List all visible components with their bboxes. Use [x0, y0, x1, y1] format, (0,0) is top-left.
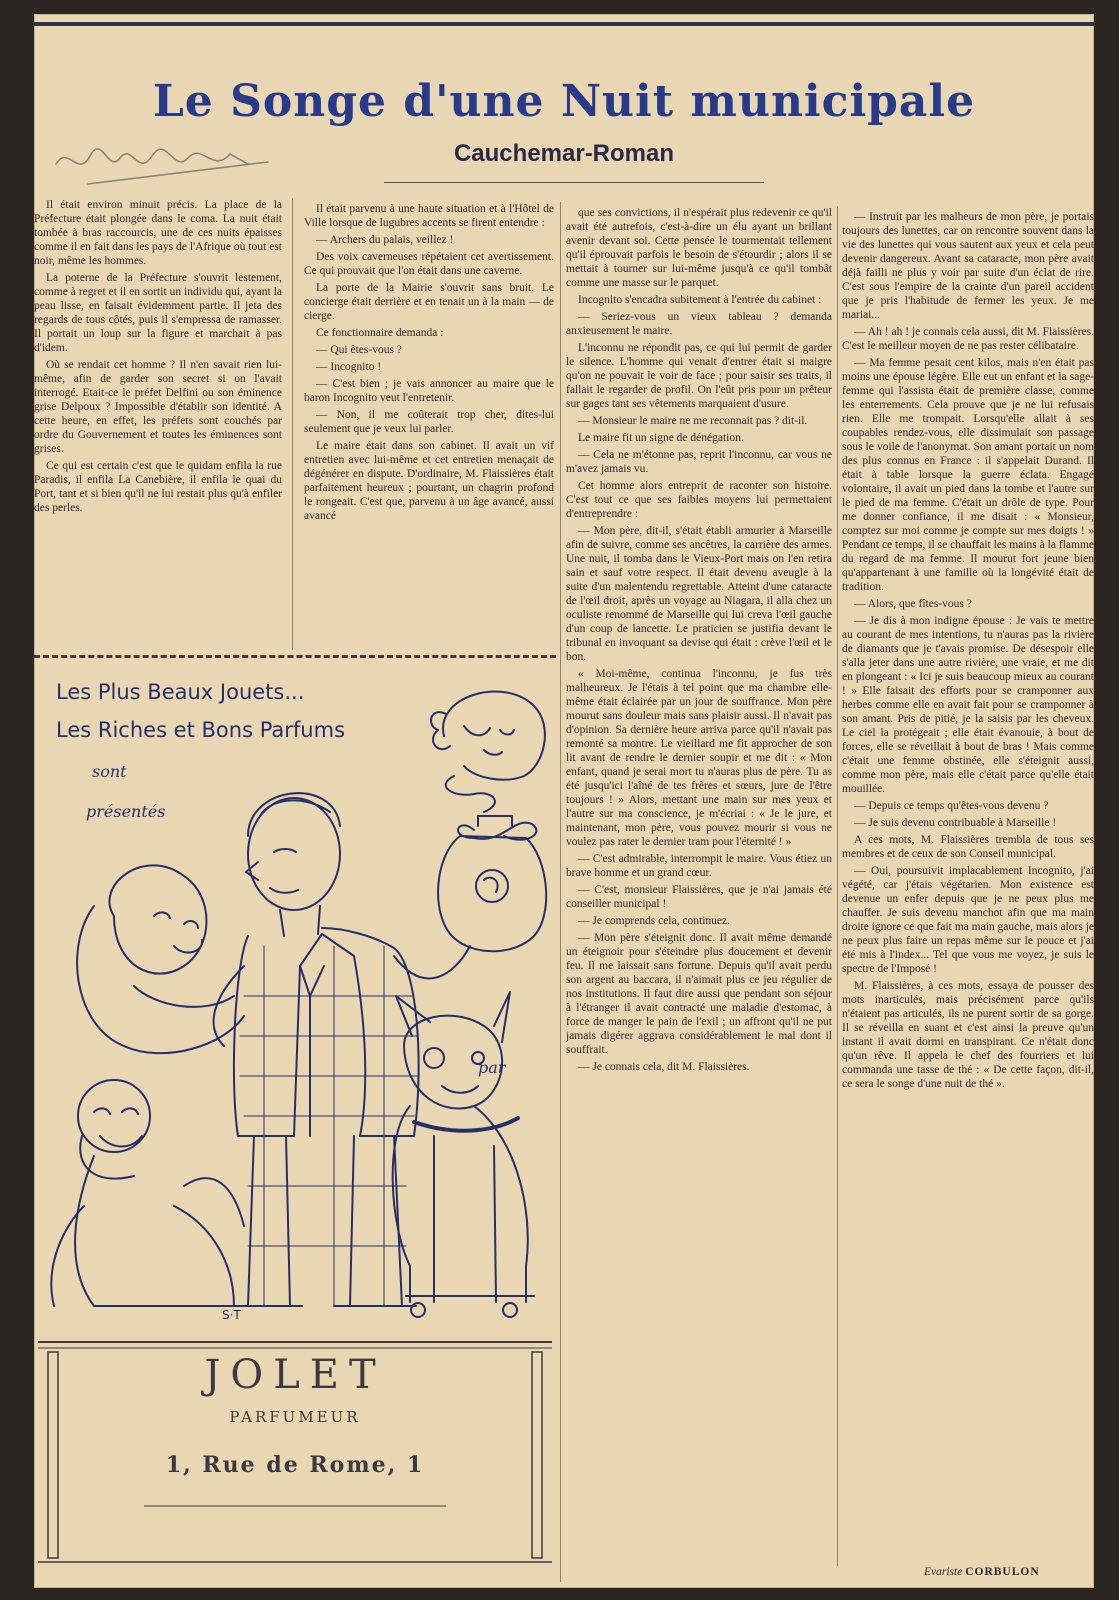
article-paragraph: L'inconnu ne répondit pas, ce qui lui permit de garder le silence. L'homme qui venait d'entrer était si maigre qu'on ne pouvait le voir de face ; pour saisir ses traits, il fallait le regarder de profil. On l'eût pris pour un prêteur sur gages tant ses vêtements marquaient d'usure.: [566, 342, 832, 410]
article-paragraph: — Mon père s'éteignit donc. Il avait même demandé un éteignoir pour s'éteindre plus doucement et devenir feu. Il me laissait sans fortune. Depuis qu'il avait perdu son argent au baccara, il n'aimait plus ce jeu régulier de nos institutions. Il faut dire aussi que pendant son séjour à l'étranger il avait contracté une maladie d'estomac, à force de manger le pain de l'exil ; un affront qu'il ne put jamais digérer aggrava considérablement le mal dont il souffrait.: [566, 932, 832, 1056]
article-title: Le Songe d'une Nuit municipale: [152, 76, 976, 127]
brand-profession: PARFUMEUR: [229, 1408, 361, 1426]
article-paragraph: que ses convictions, il n'espérait plus redevenir ce qu'il avait été autrefois, c'est-à-dire un élu ayant un brillant avenir devant soi. Cette pensée le tourmentait tellement qu'il éprouvait parfois le besoin de s'étourdir ; alors il se mettait à tourner sur lui-même jusqu'à ce qu'il tombât comme une masse sur le parquet.: [566, 207, 832, 289]
article-paragraph: — Depuis ce temps qu'êtes-vous devenu ?: [854, 800, 1049, 812]
jolet-advertisement: [34, 666, 556, 1586]
article-paragraph: La porte de la Mairie s'ouvrit sans bruit. Le concierge était derrière et en tenait un à la main — de cierge.: [304, 282, 554, 322]
artist-monogram: S·T: [222, 1308, 241, 1322]
article-paragraph: — C'est bien ; je vais annoncer au maire que le baron Incognito veut l'entretenir.: [304, 378, 554, 404]
article-paragraph: Incognito s'encadra subitement à l'entrée du cabinet :: [578, 294, 822, 306]
article-paragraph: — Je connais cela, dit M. Flaissières.: [578, 1061, 750, 1073]
ad-headline-perfumes: Les Riches et Bons Parfums: [56, 718, 346, 742]
ad-word-presentes: présentés: [86, 802, 166, 821]
column-divider: [560, 202, 561, 1582]
article-paragraph: Il était environ minuit précis. La place de la Préfecture était plongée dans le coma. La nuit était tombée à bras raccourcis, une de ces nuits épaisses comme il en fait dans les pays de l'Afrique où tout est noir, même les hommes.: [34, 199, 282, 267]
text-column-4: [842, 210, 1094, 1562]
article-paragraph: — Je dis à mon indigne épouse : Je vais te mettre au courant de mes intentions, tu n'auras pas la rivière de diamants que je t'avais promise. De désespoir elle s'alla jeter dans une autre rivière, une vraie, et me dit en plongeant : « Ici je suis beaucoup mieux au courant ! » Elle faisait des efforts pour se cramponner aux herbes comme elle en avait fait pour se cramponner à son amant. Pris de pitié, je la saisis par les cheveux. Le ciel la protégeait ; elle était évanouie, à bout de forces, elle se réveillait à bout de bras ! Mais comme c'était une femme obstinée, elle s'éteignit aussi, comme mon père, mais elle c'était parce qu'elle était mouillée.: [842, 615, 1094, 795]
article-paragraph: — Monsieur le maire ne me reconnait pas ? dit-il.: [578, 415, 808, 427]
subtitle-rule: [384, 182, 764, 183]
article-paragraph: La poterne de la Préfecture s'ouvrit lestement, comme à regret et il en sortit un individu qui, ayant la peau lisse, en faisait évidemment partie. Il jeta des regards de tous côtés, puis il s'empressa de ramasser. Il portait un loup sur la figure et marchait à pas d'idem.: [34, 272, 282, 354]
article-paragraph: — Cela ne m'étonne pas, reprit l'inconnu, car vous ne m'avez jamais vu.: [566, 449, 832, 475]
newspaper-page: [34, 14, 1094, 1588]
ad-headline-toys: Les Plus Beaux Jouets...: [56, 680, 305, 704]
author-signature: [924, 1566, 1040, 1578]
brand-name: JOLET: [204, 1352, 386, 1398]
article-paragraph: — Je suis devenu contribuable à Marseille !: [854, 817, 1057, 829]
article-paragraph: — C'est admirable, interrompit le maire. Vous étiez un brave homme et un grand cœur.: [566, 853, 832, 879]
article-paragraph: Des voix caverneuses répétaient cet avertissement. Ce qui prouvait que l'on était dans une caverne.: [304, 251, 554, 277]
article-subtitle: Cauchemar-Roman: [453, 140, 675, 167]
column-divider: [837, 206, 838, 1566]
article-paragraph: Le maire était dans son cabinet. Il avait un vif entretien avec lui-même et cet entretien menaçait de dégénérer en dispute. D'ordinaire, M. Flaissières était parfaitement heureux ; pourtant, un chagrin profond le rongeait. C'est que, parvenu à un âge avancé, aussi avancé: [304, 440, 554, 522]
article-paragraph: Où se rendait cet homme ? Il n'en savait rien lui-même, afin de garder son secret si on l'avait interrogé. Etait-ce le préfet Delfini ou son éminence grise Delpoux ? Impossible d'établir son identité. A cette heure, en effet, les préfets sont couchés par ordre du Gouvernement et toutes les éminences sont grises.: [34, 359, 282, 455]
ad-word-par: par: [478, 1058, 506, 1077]
article-paragraph: — Incognito !: [316, 361, 382, 373]
author-first-name: Evariste: [924, 1566, 963, 1578]
article-paragraph: — Qui êtes-vous ?: [316, 344, 402, 356]
article-paragraph: — Non, il me coûterait trop cher, dites-lui seulement que je veux lui parler.: [304, 409, 554, 435]
article-paragraph: Cet homme alors entreprit de raconter son histoire. C'est tout ce que ses faibles moyens lui permettaient d'entreprendre :: [566, 480, 832, 520]
dashed-separator: [34, 655, 556, 658]
brand-address: 1, Rue de Rome, 1: [165, 1452, 425, 1478]
article-paragraph: Le maire fit un signe de dénégation.: [578, 432, 744, 444]
text-column-1: [34, 198, 282, 646]
article-paragraph: — Oui, poursuivit implacablement Incognito, j'ai végété, car j'étais végétarien. Mon existence est devenue un enfer depuis que je ne peux plus me chauffer. Je suis devenu manchot afin que ma main droite ignore ce que fait ma main gauche, mais alors je ne peux plus faire un repas même sur le pouce et j'ai été mis à l'index... Tel que vous me voyez, je suis le spectre de l'Imposé !: [842, 865, 1094, 975]
article-paragraph: — Instruit par les malheurs de mon père, je portais toujours des lunettes, car on rencontre souvent dans la vie des lunettes qui vous sautent aux yeux et cela peut devenir dangereux. Avant sa cataracte, mon père avait déjà failli ne plus y voir par suite d'un éclat de rire. C'est sous l'empire de la crainte d'un pareil accident que je pris l'habitude de fermer les yeux. Je me mariai...: [842, 211, 1094, 321]
article-paragraph: Ce qui est certain c'est que le quidam enfila la rue Paradis, il enfila La Canebière, il enfila le quai du Port, tant et si bien qu'il ne lui restait plus qu'à enfiler des perles.: [34, 460, 282, 514]
article-paragraph: — Seriez-vous un vieux tableau ? demanda anxieusement le maire.: [566, 311, 832, 337]
top-rule: [34, 22, 1094, 26]
article-paragraph: Ce fonctionnaire demanda :: [316, 327, 444, 339]
author-last-name: CORBULON: [965, 1566, 1040, 1578]
text-column-3: [566, 206, 832, 1574]
ad-word-sont: sont: [92, 762, 127, 781]
article-paragraph: — Archers du palais, veillez !: [316, 234, 454, 246]
article-paragraph: Il était parvenu à une haute situation et à l'Hôtel de Ville lorsque de lugubres accents se firent entendre :: [304, 203, 554, 229]
article-paragraph: M. Flaissières, à ces mots, essaya de pousser des mots inarticulés, mais précisément parce qu'ils n'étaient pas articulés, ils ne purent sortir de sa gorge. Il se réveilla en suant et c'est ainsi la preuve qu'un instant il avait dormi en transpirant. Ce n'était donc qu'un rêve. Il appela le chef des fourriers et lui commanda une tasse de thé : « De cette façon, dit-il, ce sera le songe d'une nuit de thé ».: [842, 980, 1094, 1090]
article-paragraph: — Je comprends cela, continuez.: [578, 915, 730, 927]
article-paragraph: « Moi-même, continua l'inconnu, je fus très malheureux. Je l'étais à tel point que ma chambre elle-même était éclairée par un jour de souffrance. Mon père mourut sans douleur mais sans plaisir aussi. Il n'avait pas d'opinion. Sa dernière heure arriva parce qu'il n'avait pas remonté sa montre. Le vieillard me fit approcher de son lit avant de rendre le dernier soupir et me dit : « Mon enfant, quand je serai mort tu n'auras plus de père. Tu as été jusqu'ici l'aîné de tes frères et sœurs, jure de l'être toujours ! » Alors, mettant une main sur mes yeux et l'autre sur ma conscience, je m'écriai : « Je le jure, et maintenant, mon père, vous pouvez mourir si vous ne voulez pas rater le dernier tram pour l'éternité ! »: [566, 668, 832, 848]
article-paragraph: — Ma femme pesait cent kilos, mais n'en était pas moins une épouse légère. Elle eut un enfant et la sage-femme qui l'assista était de première classe, comme les enterrements. Cela prouve que je ne lui refusais rien. Elle me trompait. Lorsqu'elle allait à ses coupables rendez-vous, elle dissimulait son passage sous le voile de l'anonymat. Son amant portait un nom des plus connus en France : il s'appelait Durand. Il était à table lorsque la guerre éclata. Engagé volontaire, il avait un pied dans la tombe et l'autre sur le pied de ma femme. C'était un drôle de type. Pour me donner confiance, il me disait : « Monsieur, comptez sur moi comme je compte sur mes doigts ! » Pendant ce temps, il se chauffait les mains à la flamme du regard de ma femme. Il mourut fort jeune bien qu'appartenant à une famille où la longévité était de tradition.: [842, 357, 1094, 593]
article-paragraph: — Alors, que fîtes-vous ?: [854, 598, 972, 610]
column-divider: [292, 198, 293, 650]
article-paragraph: — Ah ! ah ! je connais cela aussi, dit M. Flaissières. C'est le meilleur moyen de ne pas rester célibataire.: [842, 326, 1094, 352]
article-paragraph: A ces mots, M. Flaissières trembla de tous ses membres et de ceux de son Conseil municipal.: [842, 834, 1094, 860]
article-paragraph: — Mon père, dit-il, s'était établi armurier à Marseille afin de suivre, comme ses ancêtres, la carrière des armes. Une nuit, il tomba dans le Vieux-Port mais on l'en retira sain et sauf votre respect. Il était devenu aveugle à la suite d'un malentendu regrettable. Atteint d'une cataracte de l'œil droit, après un voyage au Niagara, il alla chez un oculiste renommé de Marseille qui lui creva l'œil gauche d'un coup de lancette. Le praticien se justifia devant le tribunal en invoquant sa devise qui était : crève l'œil et le bon.: [566, 525, 832, 663]
text-column-2: [304, 202, 554, 648]
article-paragraph: — C'est, monsieur Flaissières, que je n'ai jamais été conseiller municipal !: [566, 884, 832, 910]
